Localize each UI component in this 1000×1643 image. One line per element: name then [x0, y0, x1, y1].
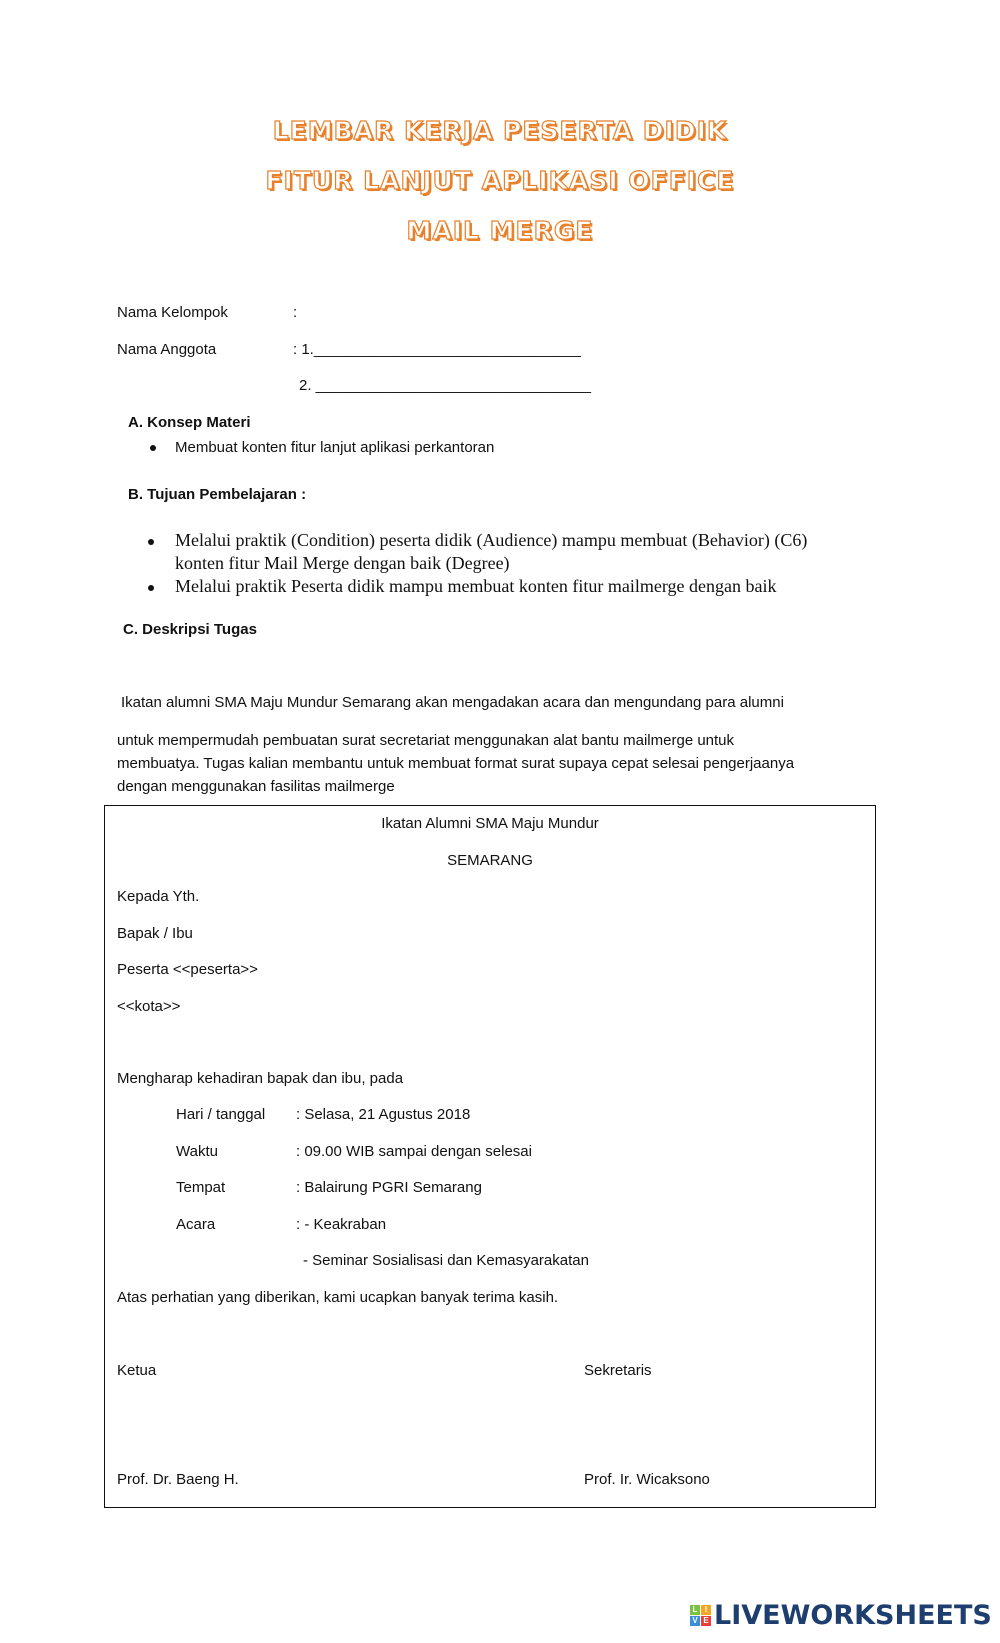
letter-intro: Mengharap kehadiran bapak dan ibu, pada	[117, 1070, 404, 1087]
section-b-bullet-1a: Melalui praktik (Condition) peserta didik (Audience) mampu membuat (Behavior) (C6)	[175, 530, 808, 550]
sign-right-role: Sekretaris	[584, 1362, 652, 1379]
detail-label: Waktu	[176, 1143, 218, 1160]
kelompok-label: Nama Kelompok	[117, 304, 228, 321]
letter-to-4: <<kota>>	[117, 998, 181, 1015]
bullet-icon	[148, 539, 154, 545]
anggota-2-field[interactable]: 2. _________________________________	[299, 377, 591, 394]
live-blocks-icon	[690, 1605, 711, 1626]
sign-left-name: Prof. Dr. Baeng H.	[117, 1471, 239, 1488]
detail-label: Tempat	[176, 1179, 226, 1196]
letter-template-box	[104, 805, 876, 1508]
detail-value: : 09.00 WIB sampai dengan selesai	[296, 1143, 532, 1160]
detail-label: Acara	[176, 1216, 216, 1233]
logo-letter: L	[690, 1605, 700, 1615]
detail-value: : - Keakraban	[296, 1216, 387, 1233]
anggota-label: Nama Anggota	[117, 341, 217, 358]
logo-text: LIVEWORKSHEETS	[714, 1600, 992, 1631]
logo-letter: V	[690, 1616, 700, 1626]
title-line-2: FITUR LANJUT APLIKASI OFFICE	[265, 166, 735, 195]
section-a-bullet: Membuat konten fitur lanjut aplikasi perkantoran	[175, 439, 495, 456]
task-paragraph-3: membuatya. Tugas kalian membantu untuk membuat format surat supaya cepat selesai pengerjaanya	[117, 755, 795, 772]
letter-to-3: Peserta <<peserta>>	[117, 961, 258, 978]
bullet-icon	[148, 585, 154, 591]
letter-city: SEMARANG	[447, 852, 533, 869]
logo-letter: I	[701, 1605, 711, 1615]
letter-to-1: Kepada Yth.	[117, 888, 200, 905]
detail-value: : Selasa, 21 Agustus 2018	[296, 1106, 471, 1123]
title-line-3: MAIL MERGE	[406, 216, 594, 245]
acara-item-2: - Seminar Sosialisasi dan Kemasyarakatan	[303, 1252, 589, 1269]
detail-label: Hari / tanggal	[176, 1106, 266, 1123]
logo-letter: E	[701, 1616, 711, 1626]
bullet-icon	[150, 445, 156, 451]
sign-left-role: Ketua	[117, 1362, 157, 1379]
section-b-bullet-1b: konten fitur Mail Merge dengan baik (Degree)	[175, 553, 510, 573]
liveworksheets-logo	[690, 1600, 992, 1631]
section-a-heading: A. Konsep Materi	[128, 414, 251, 431]
detail-value: : Balairung PGRI Semarang	[296, 1179, 482, 1196]
sign-right-name: Prof. Ir. Wicaksono	[584, 1471, 710, 1488]
task-paragraph-2: untuk mempermudah pembuatan surat secretariat menggunakan alat bantu mailmerge untuk	[117, 732, 735, 749]
task-paragraph-1: Ikatan alumni SMA Maju Mundur Semarang akan mengadakan acara dan mengundang para alumni	[121, 694, 784, 711]
section-b-bullet-2: Melalui praktik Peserta didik mampu membuat konten fitur mailmerge dengan baik	[175, 576, 777, 596]
section-b-heading: B. Tujuan Pembelajaran :	[128, 486, 307, 503]
task-paragraph-4: dengan menggunakan fasilitas mailmerge	[117, 778, 395, 795]
letter-closing: Atas perhatian yang diberikan, kami ucapkan banyak terima kasih.	[117, 1289, 559, 1306]
anggota-1-field[interactable]: : 1.________________________________	[293, 341, 581, 358]
section-c-heading: C. Deskripsi Tugas	[123, 621, 257, 638]
letter-org: Ikatan Alumni SMA Maju Mundur	[381, 815, 599, 832]
title-line-1: LEMBAR KERJA PESERTA DIDIK	[272, 116, 728, 145]
kelompok-colon: :	[293, 304, 298, 321]
letter-to-2: Bapak / Ibu	[117, 925, 193, 942]
